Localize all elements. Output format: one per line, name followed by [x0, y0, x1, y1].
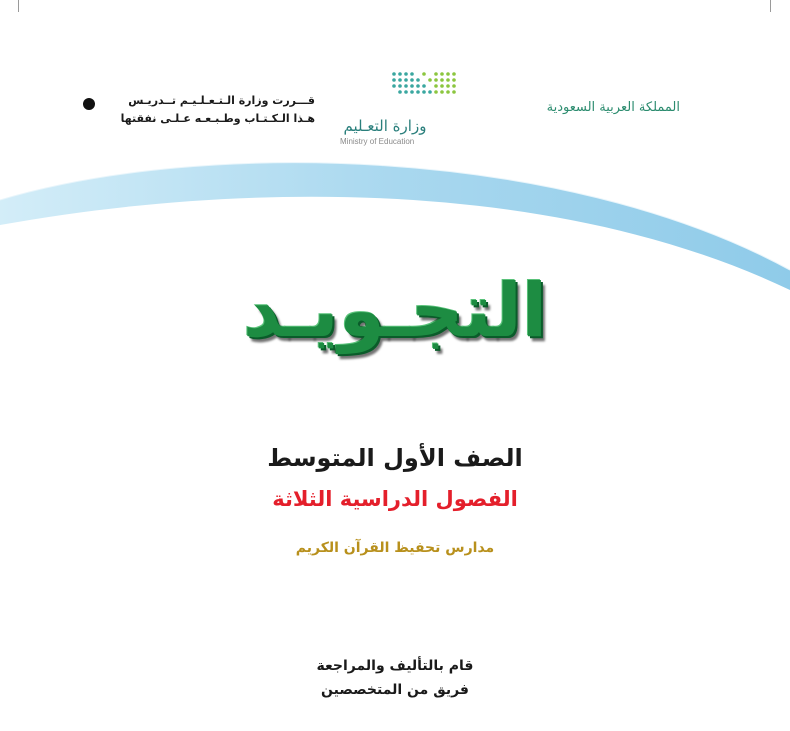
approval-line-1: قـــررت وزارة الـتـعـلـيـم تــدريـس — [128, 94, 315, 107]
grade-level: الصف الأول المتوسط — [267, 444, 523, 472]
approval-statement — [100, 92, 315, 128]
kingdom-name: المملكة العربية السعودية — [546, 100, 680, 115]
academic-terms: الفصول الدراسية الثلاثة — [272, 487, 518, 511]
crop-mark-left — [18, 0, 19, 12]
bullet-icon — [83, 98, 95, 110]
credit-line-1: قام بالتأليف والمراجعة — [316, 658, 474, 674]
book-title — [160, 268, 630, 368]
ministry-name-arabic: وزارة التعـليم — [343, 117, 427, 135]
ministry-logo-icon — [340, 68, 490, 148]
school-type: مدارس تحفيظ القرآن الكريم — [295, 540, 495, 556]
crop-mark-right — [770, 0, 771, 12]
ministry-name-english: Ministry of Education — [340, 137, 415, 146]
book-title-text: التجـويـد — [242, 268, 548, 354]
approval-line-2: هـذا الـكـتـاب وطـبـعـه عـلـى نفقتها — [120, 112, 315, 125]
authors-credit — [250, 654, 540, 702]
credit-line-2: فريق من المتخصصين — [321, 682, 469, 698]
